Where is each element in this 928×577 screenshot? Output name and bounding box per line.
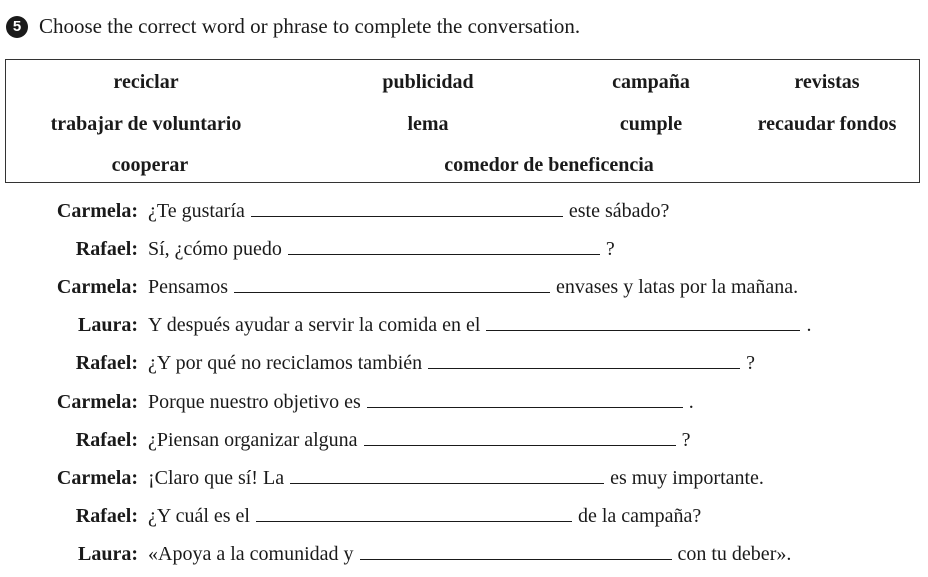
dialogue-line: [0, 505, 928, 531]
line-text-before: ¿Te gustaría: [148, 200, 245, 222]
speaker-name: Carmela:: [56, 391, 138, 413]
dialogue-line: [0, 352, 928, 378]
answer-blank[interactable]: [360, 543, 672, 560]
line-text-before: ¡Claro que sí! La: [148, 467, 285, 489]
line-text-after: con tu deber».: [677, 543, 792, 565]
dialogue-line: [0, 276, 928, 302]
word-bank-item: cooperar: [111, 154, 189, 176]
answer-blank[interactable]: [251, 200, 563, 217]
line-text-after: de la campaña?: [577, 505, 702, 527]
word-bank-item: publicidad: [382, 71, 474, 93]
dialogue-line: [0, 391, 928, 417]
line-text-before: «Apoya a la comunidad y: [148, 543, 354, 565]
speaker-name: Laura:: [78, 543, 138, 565]
line-text-after: .: [688, 391, 694, 413]
line-text-after: ?: [746, 352, 756, 374]
speaker-name: Rafael:: [75, 238, 138, 260]
speaker-name: Rafael:: [75, 505, 138, 527]
speaker-name: Rafael:: [75, 429, 138, 451]
dialogue-line: [0, 467, 928, 493]
line-text-after: ?: [605, 238, 615, 260]
speaker-name: Carmela:: [56, 467, 138, 489]
word-bank-item: lema: [407, 113, 449, 135]
speaker-name: Carmela:: [56, 200, 138, 222]
dialogue-line: [0, 238, 928, 264]
line-text-before: Porque nuestro objetivo es: [148, 391, 361, 413]
speaker-name: Carmela:: [56, 276, 138, 298]
answer-blank[interactable]: [234, 276, 550, 293]
word-bank-item: campaña: [612, 71, 690, 93]
dialogue-line: [0, 429, 928, 455]
word-bank-item: comedor de beneficencia: [444, 154, 654, 176]
line-text-after: este sábado?: [568, 200, 670, 222]
word-bank: [5, 59, 920, 183]
answer-blank[interactable]: [486, 314, 800, 331]
answer-blank[interactable]: [290, 467, 604, 484]
answer-blank[interactable]: [367, 391, 683, 408]
word-bank-item: trabajar de voluntario: [50, 113, 242, 135]
line-text-before: Y después ayudar a servir la comida en el: [148, 314, 481, 336]
line-text-after: ?: [681, 429, 691, 451]
word-bank-item: cumple: [619, 113, 683, 135]
line-text-before: Pensamos: [148, 276, 228, 298]
dialogue-line: [0, 543, 928, 569]
dialogue-line: [0, 314, 928, 340]
line-text-after: es muy importante.: [610, 467, 764, 489]
exercise-instruction: Choose the correct word or phrase to complete the conversation.: [39, 14, 581, 38]
line-text-before: ¿Y por qué no reciclamos también: [148, 352, 423, 374]
line-text-after: .: [806, 314, 812, 336]
word-bank-item: reciclar: [113, 71, 179, 93]
answer-blank[interactable]: [288, 238, 600, 255]
line-text-after: envases y latas por la mañana.: [556, 276, 799, 298]
word-bank-item: recaudar fondos: [757, 113, 897, 135]
exercise-number-badge: 5: [6, 16, 28, 38]
line-text-before: ¿Piensan organizar alguna: [148, 429, 358, 451]
speaker-name: Laura:: [78, 314, 138, 336]
word-bank-item: revistas: [794, 71, 860, 93]
dialogue-line: [0, 200, 928, 226]
answer-blank[interactable]: [428, 352, 740, 369]
answer-blank[interactable]: [256, 505, 572, 522]
exercise-header: [6, 14, 580, 39]
answer-blank[interactable]: [364, 429, 676, 446]
speaker-name: Rafael:: [75, 352, 138, 374]
line-text-before: ¿Y cuál es el: [148, 505, 250, 527]
line-text-before: Sí, ¿cómo puedo: [148, 238, 282, 260]
